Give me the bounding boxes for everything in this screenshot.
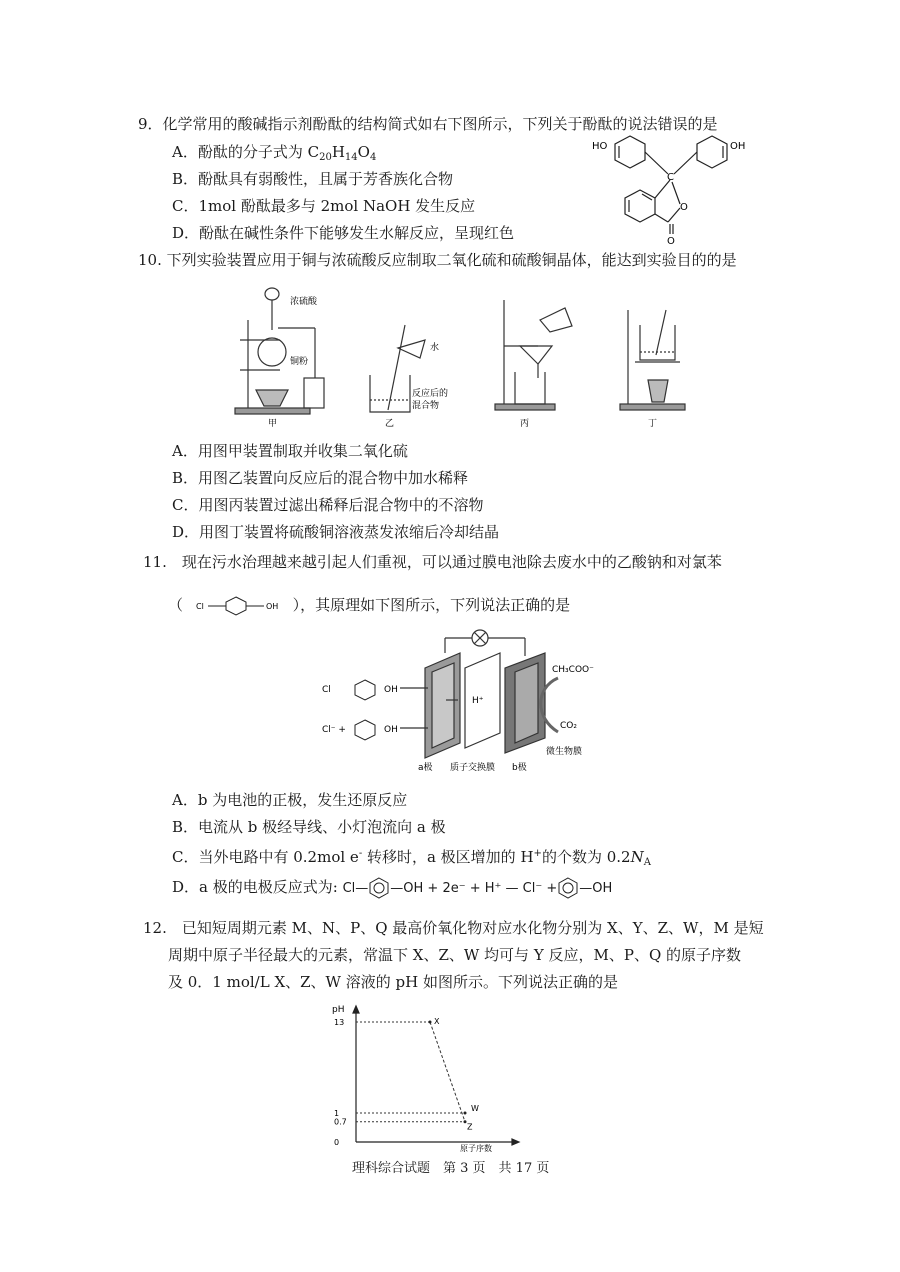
q9-stem: 9．化学常用的酸碱指示剂酚酞的结构简式如右下图所示，下列关于酚酞的说法错误的是 [138, 115, 718, 133]
label-water: 水 [430, 343, 440, 353]
q11-option-d-eq-left: Cl— [342, 881, 369, 896]
label-microbe-film: 微生物膜 [546, 747, 583, 757]
label-mixture-1: 反应后的 [412, 389, 449, 399]
q12-stem-line1: 12. 已知短周期元素 M、N、P、Q 最高价氧化物对应水化物分别为 X、Y、Z、W，M 是短 [143, 919, 764, 937]
apparatus-ding [620, 310, 685, 410]
q11-option-d-eq-right: —OH [579, 881, 613, 896]
apparatus-bing [495, 300, 572, 410]
q11-option-c-na: N [630, 848, 644, 866]
q11-option-b: B．电流从 b 极经导线、小灯泡流向 a 极 [172, 818, 446, 836]
point-x [429, 1021, 432, 1024]
q11-option-c-mid2: 的个数为 0.2 [541, 848, 631, 866]
q9-formula-h: H [331, 143, 345, 161]
x-axis-label: 原子序数 [460, 1144, 492, 1152]
q11-option-a: A．b 为电池的正极，发生还原反应 [172, 791, 408, 809]
label-co2: CO₂ [560, 721, 577, 731]
q10-option-c: C．用图丙装置过滤出稀释后混合物中的不溶物 [172, 496, 484, 514]
q11-membrane-cell-figure [320, 628, 610, 776]
label-oh: OH [730, 141, 746, 152]
y-tick-label-0: 13 [334, 1018, 345, 1027]
label-cl-phenol: Cl [322, 685, 331, 695]
y-tick-label-2: 0.7 [334, 1117, 347, 1127]
q12-stem-line2: 周期中原子半径最大的元素，常温下 X、Z、W 均可与 Y 反应，M、P、Q 的原子序数 [168, 946, 742, 964]
y-tick-label-1: 1 [334, 1109, 340, 1118]
q10-option-b: B．用图乙装置向反应后的混合物中加水稀释 [172, 469, 469, 487]
q9-formula-14: 14 [344, 152, 358, 163]
x-axis-arrow [512, 1139, 519, 1145]
q11-stem-line1: 11. 现在污水治理越来越引起人们重视，可以通过膜电池除去废水中的乙酸钠和对氯苯 [143, 553, 722, 571]
label-proton: H⁺ [472, 696, 484, 706]
q11-stem-line2 [168, 594, 570, 617]
q9-option-a [172, 141, 376, 169]
q11-option-d [172, 876, 612, 900]
point-label-w: W [471, 1104, 479, 1113]
point-label-z: Z [467, 1122, 473, 1132]
q10-apparatus-figure [220, 280, 690, 430]
label-ho: HO [592, 141, 608, 152]
chlorophenol-cl: Cl [195, 602, 204, 611]
point-label-x: X [434, 1017, 440, 1026]
label-oh-top: OH [384, 685, 398, 695]
q10-stem: 10. 下列实验装置应用于铜与浓硫酸反应制取二氧化硫和硫酸铜晶体，能达到实验目的的是 [138, 251, 737, 269]
q12-stem-line3: 及 0．1 mol/L X、Z、W 溶液的 pH 如图所示。下列说法正确的是 [168, 973, 618, 991]
q11-option-d-eq-mid: —OH + 2e⁻ + H⁺ — Cl⁻ + [390, 881, 558, 896]
q9-formula-o: O [357, 143, 370, 161]
q10-option-d: D．用图丁装置将硫酸铜溶液蒸发浓缩后冷却结晶 [172, 523, 500, 541]
label-conc-acid: 浓硫酸 [290, 297, 318, 307]
label-acetate: CH₃COO⁻ [552, 665, 594, 675]
eq-ring-2 [557, 877, 579, 899]
chlorophenol-oh: OH [265, 602, 279, 611]
chlorophenol-structure [188, 595, 288, 617]
q9-formula-4: 4 [369, 152, 377, 163]
q9-option-b: B．酚酞具有弱酸性，且属于芳香族化合物 [172, 170, 454, 188]
page-footer: 理科综合试题 第 3 页 共 17 页 [352, 1161, 550, 1176]
label-a-pole: a极 [418, 763, 433, 773]
y-axis-label: pH [332, 1005, 345, 1015]
q11-option-c-sup-e: - [358, 848, 363, 859]
q9-option-d: D．酚酞在碱性条件下能够发生水解反应，呈现红色 [172, 224, 515, 242]
q11-option-c-mid: 转移时，a 极区增加的 H [362, 848, 534, 866]
y-tick-label-3: 0 [334, 1138, 340, 1147]
label-c: C [667, 172, 674, 183]
q11-option-c [172, 843, 651, 874]
q9-option-c: C．1mol 酚酞最多与 2mol NaOH 发生反应 [172, 197, 476, 215]
point-w [464, 1112, 467, 1115]
label-membrane: 质子交换膜 [450, 763, 496, 773]
caption-yi: 乙 [385, 419, 395, 429]
y-axis-arrow [353, 1006, 359, 1013]
q9-option-a-prefix: A．酚酞的分子式为 C [172, 143, 320, 161]
label-b-pole: b极 [512, 763, 527, 773]
q10-option-a: A．用图甲装置制取并收集二氧化硫 [172, 442, 408, 460]
eq-ring-1 [368, 877, 390, 899]
caption-jia: 甲 [268, 419, 278, 429]
q11-paren-open: （ [168, 596, 184, 614]
label-cl-minus: Cl⁻ + [322, 725, 346, 735]
label-o-carbonyl: O [667, 236, 675, 247]
q11-option-c-na-sub: A [643, 857, 651, 868]
q11-option-c-sup-h: + [533, 848, 542, 859]
label-o-ring: O [680, 202, 688, 213]
q11-option-d-text: D．a 极的电极反应式为: [172, 878, 338, 896]
caption-bing: 丙 [520, 419, 530, 429]
caption-ding: 丁 [648, 419, 658, 429]
q11-stem-tail: ），其原理如下图所示，下列说法正确的是 [292, 596, 571, 614]
phenolphthalein-structure [590, 128, 780, 248]
series-line-x-z [430, 1022, 465, 1122]
label-mixture-2: 混合物 [412, 401, 440, 411]
label-oh-bottom: OH [384, 725, 398, 735]
label-copper-powder: 铜粉 [290, 357, 309, 367]
q9-formula-20: 20 [319, 152, 332, 163]
ph-chart [330, 1000, 530, 1152]
q11-option-c-pre: C．当外电路中有 0.2mol e [172, 848, 359, 866]
